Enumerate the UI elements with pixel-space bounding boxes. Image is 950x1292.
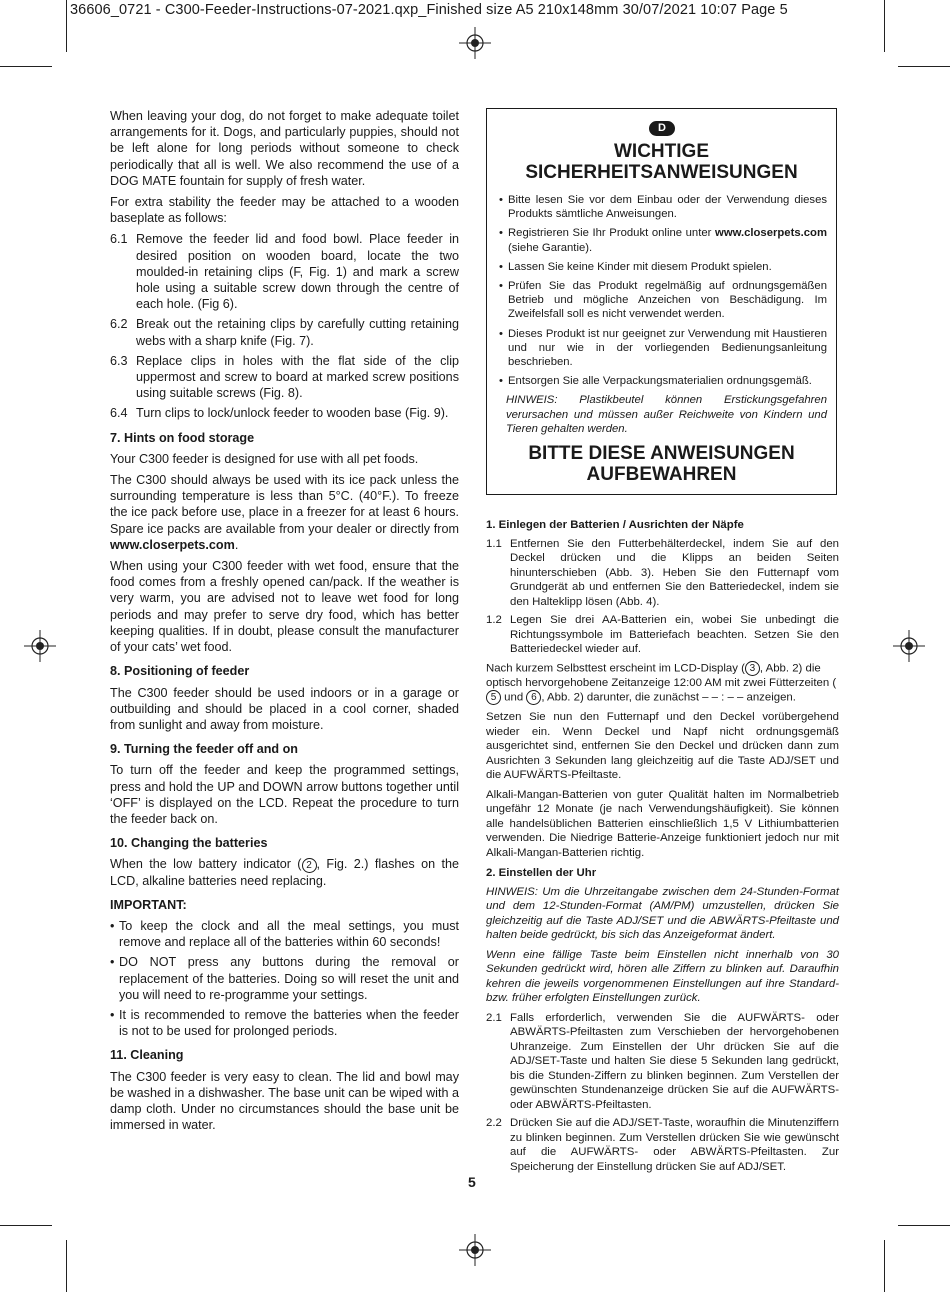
box-title-line: WICHTIGE (614, 141, 709, 162)
text-run: . (234, 537, 239, 552)
bullet-text: Entsorgen Sie alle Verpackungsmaterialien ordnungsgemäß. (508, 375, 812, 388)
note-paragraph: HINWEIS: Um die Uhrzeitangabe zwischen dem 24-Stunden-Format und dem 12-Stunden-Format (AM/PM) umzustellen, drücken Sie gleichzeitig auf die Taste ADJ/SET und die ABWÄRTS-Pfeiltaste und halten beide gedrückt, bis sich das Anzeigeformat ändert. (486, 885, 839, 942)
circled-number: 3 (745, 661, 760, 676)
text-run: The C300 should always be used with its ice pack unless the surrounding temperature is less than 5°C. (40°F.). To freeze the ice pack before use, place in a freezer for at least 6 hours. Spare ice packs are available from your dealer or directly from (110, 473, 459, 536)
paragraph: When using your C300 feeder with wet food, ensure that the food comes from a freshly opened can/pack. If the weather is very warm, you are advised not to leave wet food for long periods and may prefer to serve dry food, which has better keeping qualities. If in doubt, please consult the manufacturer of your cats’ wet food. (110, 559, 459, 655)
circled-number: 2 (302, 858, 317, 873)
box-footer-line: BITTE DIESE ANWEISUNGEN (528, 443, 795, 464)
bullet: • (110, 1007, 115, 1022)
bullet-item (499, 327, 827, 370)
list-item (110, 231, 459, 312)
list-item (486, 613, 839, 657)
crop-mark (0, 1225, 52, 1226)
item-number: 6.4 (110, 406, 128, 421)
crop-mark (884, 1240, 885, 1292)
paragraph (110, 856, 459, 888)
item-number: 1.1 (486, 537, 502, 550)
bullet-item (499, 260, 827, 274)
section-heading: 2. Einstellen der Uhr (486, 867, 597, 880)
text-run: When the low battery indicator ( (110, 857, 302, 872)
print-slug: 36606_0721 - C300-Feeder-Instructions-07-2021.qxp_Finished size A5 210x148mm 30/07/2021 10:07 Page 5 (70, 2, 788, 18)
bullet-text: To keep the clock and all the meal settings, you must remove and replace all of the batteries within 60 seconds! (119, 918, 459, 950)
list-item (110, 405, 459, 421)
item-text: Break out the retaining clips by carefully cutting retaining webs with a sharp knife (Fig. 7). (136, 317, 459, 348)
text-run: Registrieren Sie Ihr Produkt online unter (508, 227, 716, 240)
box-title (487, 141, 836, 183)
bullet: • (499, 194, 503, 206)
bullet-item (110, 954, 459, 1003)
bullet: • (110, 955, 115, 970)
crop-mark (66, 0, 67, 52)
item-text: Turn clips to lock/unlock feeder to wooden base (Fig. 9). (136, 406, 449, 421)
box-footer (487, 443, 836, 485)
text-run: , Abb. 2) die optisch hervorgehobene Zeitanzeige 12:00 AM mit zwei Fütterzeiten ( (486, 662, 837, 689)
crop-mark (898, 66, 950, 67)
language-badge: D (649, 121, 675, 136)
bullet-item (110, 918, 459, 950)
circled-number: 5 (486, 690, 501, 705)
circled-number: 6 (526, 690, 541, 705)
item-number: 2.1 (486, 1011, 502, 1024)
list-item (486, 1116, 839, 1174)
website-link[interactable]: www.closerpets.com (110, 537, 235, 552)
safety-instructions-box (486, 108, 837, 495)
bullet: • (499, 327, 503, 340)
registration-mark-icon (459, 1234, 491, 1266)
intro-paragraph: When leaving your dog, do not forget to make adequate toilet arrangements for it. Dogs, and particularly puppies, should not be left alone for long periods without someone to check periodically that all is well. We also recommend the use of a DOG MATE fountain for supply of fresh water. (110, 109, 459, 188)
box-footer-line: AUFBEWAHREN (586, 464, 737, 485)
bullet-item (110, 1007, 459, 1039)
english-column (110, 108, 459, 1138)
section-heading: 10. Changing the batteries (110, 836, 268, 851)
item-number: 2.2 (486, 1117, 502, 1130)
crop-mark (884, 0, 885, 52)
paragraph: Alkali-Mangan-Batterien von guter Qualität halten im Normalbetrieb ungefähr 12 Monate (je nach Verwendungshäufigkeit). Sie können alle handelsüblichen Batterien einschließlich 1,5 V Lithiumbatterien verwenden. Die Niedrige Batterie-Anzeige funktioniert jedoch nur mit Alkali-Mangan-Batterien richtig. (486, 788, 839, 859)
registration-mark-icon (24, 630, 56, 662)
bullet-item (499, 226, 827, 254)
text-run: , Abb. 2) darunter, die zunächst – – : – – anzeigen. (541, 691, 796, 704)
bullet-text: Lassen Sie keine Kinder mit diesem Produkt spielen. (508, 260, 772, 273)
bullet: • (499, 375, 503, 388)
item-text: Legen Sie drei AA-Batterien ein, wobei Sie unbedingt die Richtungssymbole im Batteriefach beachten. Setzen Sie den Batteriedeckel wieder auf. (510, 614, 839, 655)
safety-list (499, 193, 827, 436)
item-number: 1.2 (486, 614, 502, 626)
list-item (110, 316, 459, 348)
bullet-text: Prüfen Sie das Produkt regelmäßig auf ordnungsgemäßen Betrieb und mögliche Anzeichen von Beschädigung. Im Zweifelsfall soll es nicht verwendet werden. (508, 280, 827, 321)
bullet: • (110, 918, 115, 933)
paragraph (110, 472, 459, 553)
bullet-item (499, 193, 827, 221)
bullet-text: Bitte lesen Sie vor dem Einbau oder der Verwendung dieses Produkts sämtliche Anweisungen. (508, 194, 827, 221)
bullet: • (499, 227, 503, 240)
item-text: Replace clips in holes with the flat side of the clip uppermost and screw to board at marked screw positions using suitable screws (Fig. 8). (136, 353, 459, 401)
note-paragraph: Wenn eine fällige Taste beim Einstellen nicht innerhalb von 30 Sekunden gedrückt wird, hören alle Ziffern zu blinken auf. Daraufhin kehren die jeweils vorgenommenen Einstellungen auf ihre Standard- bzw. früher erfolgten Einstellungen zurück. (486, 948, 839, 1005)
item-number: 6.2 (110, 317, 128, 332)
section-heading: IMPORTANT: (110, 897, 187, 912)
crop-mark (0, 66, 52, 67)
bullet: • (499, 260, 503, 273)
box-title-line: SICHERHEITSANWEISUNGEN (525, 162, 798, 183)
registration-mark-icon (459, 27, 491, 59)
bullet-item (499, 374, 827, 388)
paragraph (486, 661, 839, 706)
paragraph: Your C300 feeder is designed for use with all pet foods. (110, 451, 419, 466)
list-item (486, 1011, 839, 1113)
crop-mark (66, 1240, 67, 1292)
crop-mark (898, 1225, 950, 1226)
section-heading: 8. Positioning of feeder (110, 664, 250, 679)
paragraph: The C300 feeder is very easy to clean. The lid and bowl may be washed in a dishwasher. The base unit can be wiped with a damp cloth. Under no circumstances should the base unit be immersed in water. (110, 1069, 459, 1133)
item-text: Remove the feeder lid and food bowl. Place feeder in desired position on wooden board, locate the two moulded-in retaining clips (F, Fig. 1) and mark a screw hole using a suitable screw down through the centre of each hole. (Fig 6). (136, 232, 459, 312)
website-link[interactable]: www.closerpets.com (715, 227, 827, 240)
section-heading: 1. Einlegen der Batterien / Ausrichten der Näpfe (486, 519, 744, 531)
text-run: und (501, 691, 527, 704)
item-text: Drücken Sie auf die ADJ/SET-Taste, woraufhin die Minutenziffern zu blinken beginnen. Zum Verstellen drücken Sie wie gewünscht auf die AUFWÄRTS- oder ABWÄRTS-Pfeiltasten. Zur Speicherung der Einstellung drücken Sie auf ADJ/SET. (510, 1117, 839, 1173)
paragraph: Setzen Sie nun den Futternapf und den Deckel vorübergehend wieder ein. Wenn Deckel und Napf nicht ordnungsgemäß ausgerichtet sind, entfernen Sie den Deckel und drücken dann zum Ausrichten 3 Sekunden lang gleichzeitig auf die Taste ADJ/SET und die AUFWÄRTS-Pfeiltaste. (486, 711, 839, 782)
item-number: 6.3 (110, 353, 128, 368)
german-column (486, 512, 839, 1178)
list-item (486, 537, 839, 610)
text-run: (siehe Garantie). (508, 241, 593, 254)
text-run: , Fig. 2.) flashes on the LCD, alkaline batteries need replacing. (110, 857, 460, 888)
text-run: Nach kurzem Selbsttest erscheint im LCD-Display ( (486, 662, 745, 675)
bullet-text (508, 226, 827, 254)
bullet-text: DO NOT press any buttons during the removal or replacement of the batteries. Doing so will reset the unit and you will need to re-programme your settings. (119, 955, 459, 1002)
registration-mark-icon (893, 630, 925, 662)
section-heading: 9. Turning the feeder off and on (110, 742, 298, 757)
item-number: 6.1 (110, 232, 128, 247)
warning-note: HINWEIS: Plastikbeutel können Erstickungsgefahren verursachen und müssen außer Reichweite von Kindern und Tieren gehalten werden. (506, 394, 827, 435)
paragraph: To turn off the feeder and keep the programmed settings, press and hold the UP and DOWN arrow buttons together until ‘OFF’ is displayed on the LCD. Repeat the procedure to turn the feeder back on. (110, 763, 459, 826)
intro-paragraph: For extra stability the feeder may be attached to a wooden baseplate as follows: (110, 195, 459, 226)
list-item (110, 353, 459, 402)
bullet: • (499, 280, 503, 293)
section-heading: 11. Cleaning (110, 1048, 184, 1063)
bullet-text: It is recommended to remove the batteries when the feeder is not to be used for prolonged periods. (119, 1007, 459, 1039)
item-text: Falls erforderlich, verwenden Sie die AUFWÄRTS- oder ABWÄRTS-Pfeiltasten zum Verschieben der hervorgehobenen Uhranzeige. Zum Einstellen der Uhr drücken Sie auf die ADJ/SET-Taste und halten Sie diese 5 Sekunden lang gedrückt, bis die Stunden-Ziffern zu blinken beginnen. Zum Verstellen der gewünschten Stundenanzeige drücken Sie auf die AUFWÄRTS- oder ABWÄRTS-Pfeiltasten. (510, 1011, 839, 1111)
bullet-item (499, 279, 827, 322)
page-number: 5 (468, 1174, 476, 1190)
paragraph: The C300 feeder should be used indoors or in a garage or outbuilding and should be placed in a cool corner, shaded from sunlight and away from moisture. (110, 685, 459, 732)
item-text: Entfernen Sie den Futterbehälterdeckel, indem Sie auf den Deckel drücken und die Klipps an beiden Seiten hinunterschieben (Abb. 3). Heben Sie den Futternapf vom Grundgerät ab und entfernen Sie den Batteriedeckel, indem sie den Halteklipp lösen (Abb. 4). (510, 537, 839, 608)
bullet-text: Dieses Produkt ist nur geeignet zur Verwendung mit Haustieren und nur wie in der vorliegenden Bedienungsanleitung beschrieben. (508, 327, 827, 369)
section-heading: 7. Hints on food storage (110, 430, 255, 445)
